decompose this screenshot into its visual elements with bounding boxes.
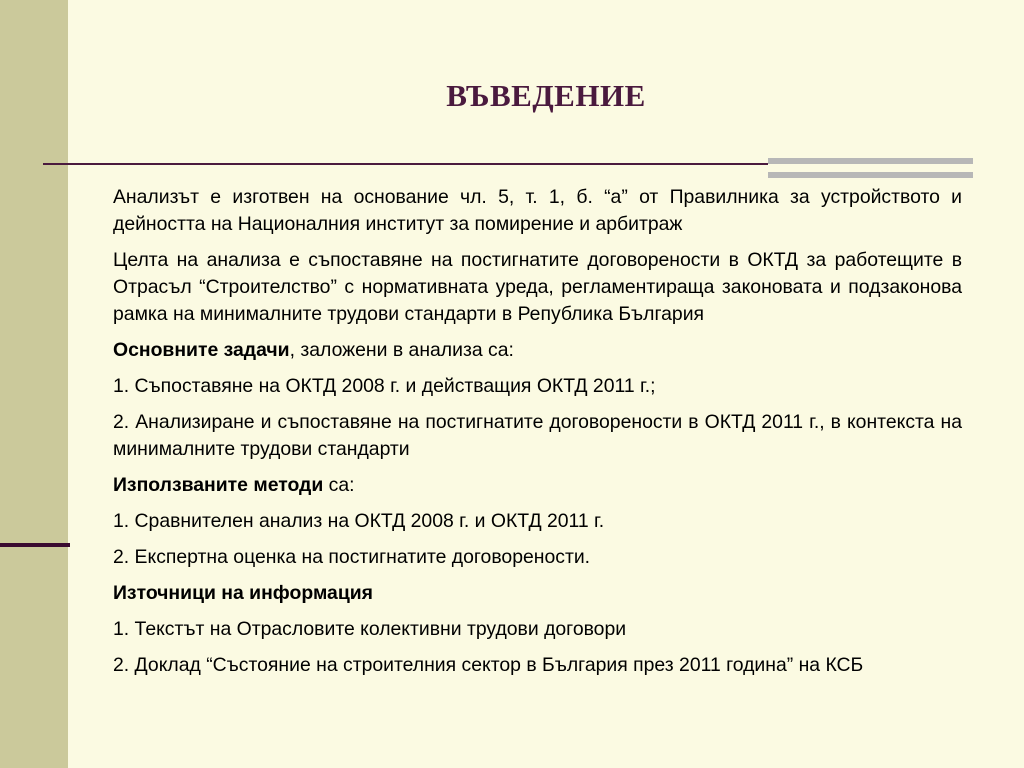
title-divider [43, 163, 768, 165]
methods-heading-rest: са: [323, 474, 355, 496]
sources-heading [113, 580, 962, 607]
paragraph-basis: Анализът е изготвен на основание чл. 5, т. 1, б. “а” от Правилника за устройството и дейността на Националния институт за помирение и арбитраж [113, 186, 962, 235]
sources-heading-bold: Източници на информация [113, 582, 373, 604]
tasks-heading-bold: Основните задачи [113, 339, 290, 361]
gray-accent-bar-top [768, 158, 973, 164]
gray-accent-bar-bottom [768, 172, 973, 178]
source-item-2: 2. Доклад “Състояние на строителния сектор в България през 2011 година” на КСБ [113, 654, 864, 676]
tasks-heading [113, 337, 962, 364]
methods-heading-bold: Използваните методи [113, 474, 324, 496]
source-item-1: 1. Текстът на Отрасловите колективни трудови договори [113, 618, 627, 640]
method-item-1: 1. Сравнителен анализ на ОКТД 2008 г. и ОКТД 2011 г. [113, 510, 605, 532]
task-item-1: 1. Съпоставяне на ОКТД 2008 г. и действащия ОКТД 2011 г.; [113, 375, 656, 397]
left-accent-line [0, 543, 70, 547]
method-item-2: 2. Експертна оценка на постигнатите договорености. [113, 546, 591, 568]
left-decorative-bar [0, 0, 68, 768]
tasks-heading-rest: , заложени в анализа са: [289, 339, 514, 361]
methods-heading [113, 472, 962, 499]
slide-title: ВЪВЕДЕНИЕ [446, 78, 646, 113]
task-item-2: 2. Анализиране и съпоставяне на постигнатите договорености в ОКТД 2011 г., в контекста на минималните трудови стандарти [113, 411, 962, 460]
paragraph-goal: Целта на анализа е съпоставяне на постигнатите договорености в ОКТД за работещите в Отрасъл “Строителство” с нормативната уреда, регламентираща законовата и подзаконова рамка на минималните трудови стандарти в Република България [113, 249, 962, 325]
slide-content [113, 184, 962, 688]
